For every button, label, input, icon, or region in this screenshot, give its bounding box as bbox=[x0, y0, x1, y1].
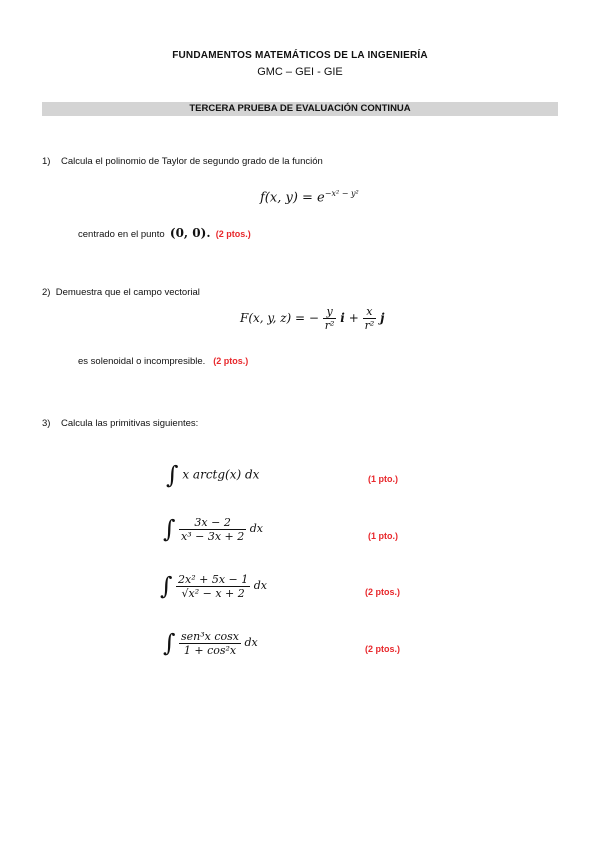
q2-plus: + bbox=[348, 311, 359, 325]
integral-3-dx: dx bbox=[253, 579, 267, 592]
q2-frac1 bbox=[323, 305, 337, 332]
degrees-line: GMC – GEI - GIE bbox=[257, 66, 343, 78]
integral-sign: ∫ bbox=[166, 461, 179, 489]
q2-frac2-num: x bbox=[363, 305, 377, 319]
integral-4-dx: dx bbox=[244, 636, 258, 649]
q2-solenoidal-text: es solenoidal o incompresible. bbox=[78, 356, 206, 367]
q3-statement bbox=[42, 418, 198, 429]
integral-2-den: x³ − 3x + 2 bbox=[181, 529, 245, 543]
q3-text: Calcula las primitivas siguientes: bbox=[61, 418, 199, 429]
integral-3-den: √x² − x + 2 bbox=[181, 586, 245, 600]
integral-sign: ∫ bbox=[160, 572, 173, 600]
q3-number: 3) bbox=[42, 418, 51, 429]
q1-formula-lhs: f(x, y) = e bbox=[260, 190, 325, 206]
q2-lhs: F(x, y, z) = − bbox=[240, 311, 319, 325]
integral-2 bbox=[163, 515, 263, 543]
integral-3-points: (2 ptos.) bbox=[365, 587, 400, 597]
integral-4-points: (2 ptos.) bbox=[365, 644, 400, 654]
q1-center bbox=[78, 226, 251, 240]
q1-centered-text: centrado en el punto bbox=[78, 229, 165, 240]
q1-formula bbox=[260, 189, 359, 205]
q2-frac1-den: r² bbox=[324, 319, 335, 332]
integral-3-fraction bbox=[176, 573, 250, 600]
integral-sign: ∫ bbox=[163, 629, 176, 657]
integral-1 bbox=[166, 461, 259, 489]
integral-2-points: (1 pto.) bbox=[368, 531, 398, 541]
integral-3 bbox=[160, 572, 267, 600]
q1-point: (0, 0). bbox=[169, 226, 211, 240]
integral-2-fraction bbox=[179, 516, 246, 543]
integral-4-den: 1 + cos²x bbox=[183, 643, 237, 657]
q1-points: (2 ptos.) bbox=[215, 229, 251, 239]
exam-title-bar bbox=[42, 102, 558, 116]
integral-4-fraction bbox=[179, 630, 241, 657]
integral-4 bbox=[163, 629, 258, 657]
q2-j-vector: j bbox=[380, 311, 385, 325]
exam-title: TERCERA PRUEBA DE EVALUACIÓN CONTINUA bbox=[189, 103, 411, 114]
q2-number: 2) bbox=[42, 287, 51, 298]
integral-2-dx: dx bbox=[249, 522, 263, 535]
q1-statement bbox=[42, 156, 323, 167]
q2-formula bbox=[240, 305, 384, 332]
q1-number: 1) bbox=[42, 156, 51, 167]
course-title: FUNDAMENTOS MATEMÁTICOS DE LA INGENIERÍA bbox=[172, 50, 428, 61]
integral-2-num: 3x − 2 bbox=[179, 516, 246, 530]
integral-1-points: (1 pto.) bbox=[368, 474, 398, 484]
q2-statement bbox=[42, 287, 200, 298]
integral-4-num: sen³x cosx bbox=[181, 629, 239, 643]
q1-formula-exp: −x² − y² bbox=[324, 189, 359, 198]
q2-frac1-num: y bbox=[323, 305, 337, 319]
q2-i-vector: i bbox=[340, 311, 345, 325]
q2-text: Demuestra que el campo vectorial bbox=[55, 287, 200, 298]
q2-frac2-den: r² bbox=[364, 319, 375, 332]
q1-text: Calcula el polinomio de Taylor de segundo grado de la función bbox=[61, 156, 323, 167]
integral-1-integrand: x arctg(x) dx bbox=[182, 467, 260, 482]
integral-sign: ∫ bbox=[163, 515, 176, 543]
q2-points: (2 ptos.) bbox=[213, 356, 249, 366]
q2-conclusion bbox=[78, 356, 248, 367]
integral-3-num: 2x² + 5x − 1 bbox=[178, 572, 249, 586]
q2-frac2 bbox=[363, 305, 377, 332]
